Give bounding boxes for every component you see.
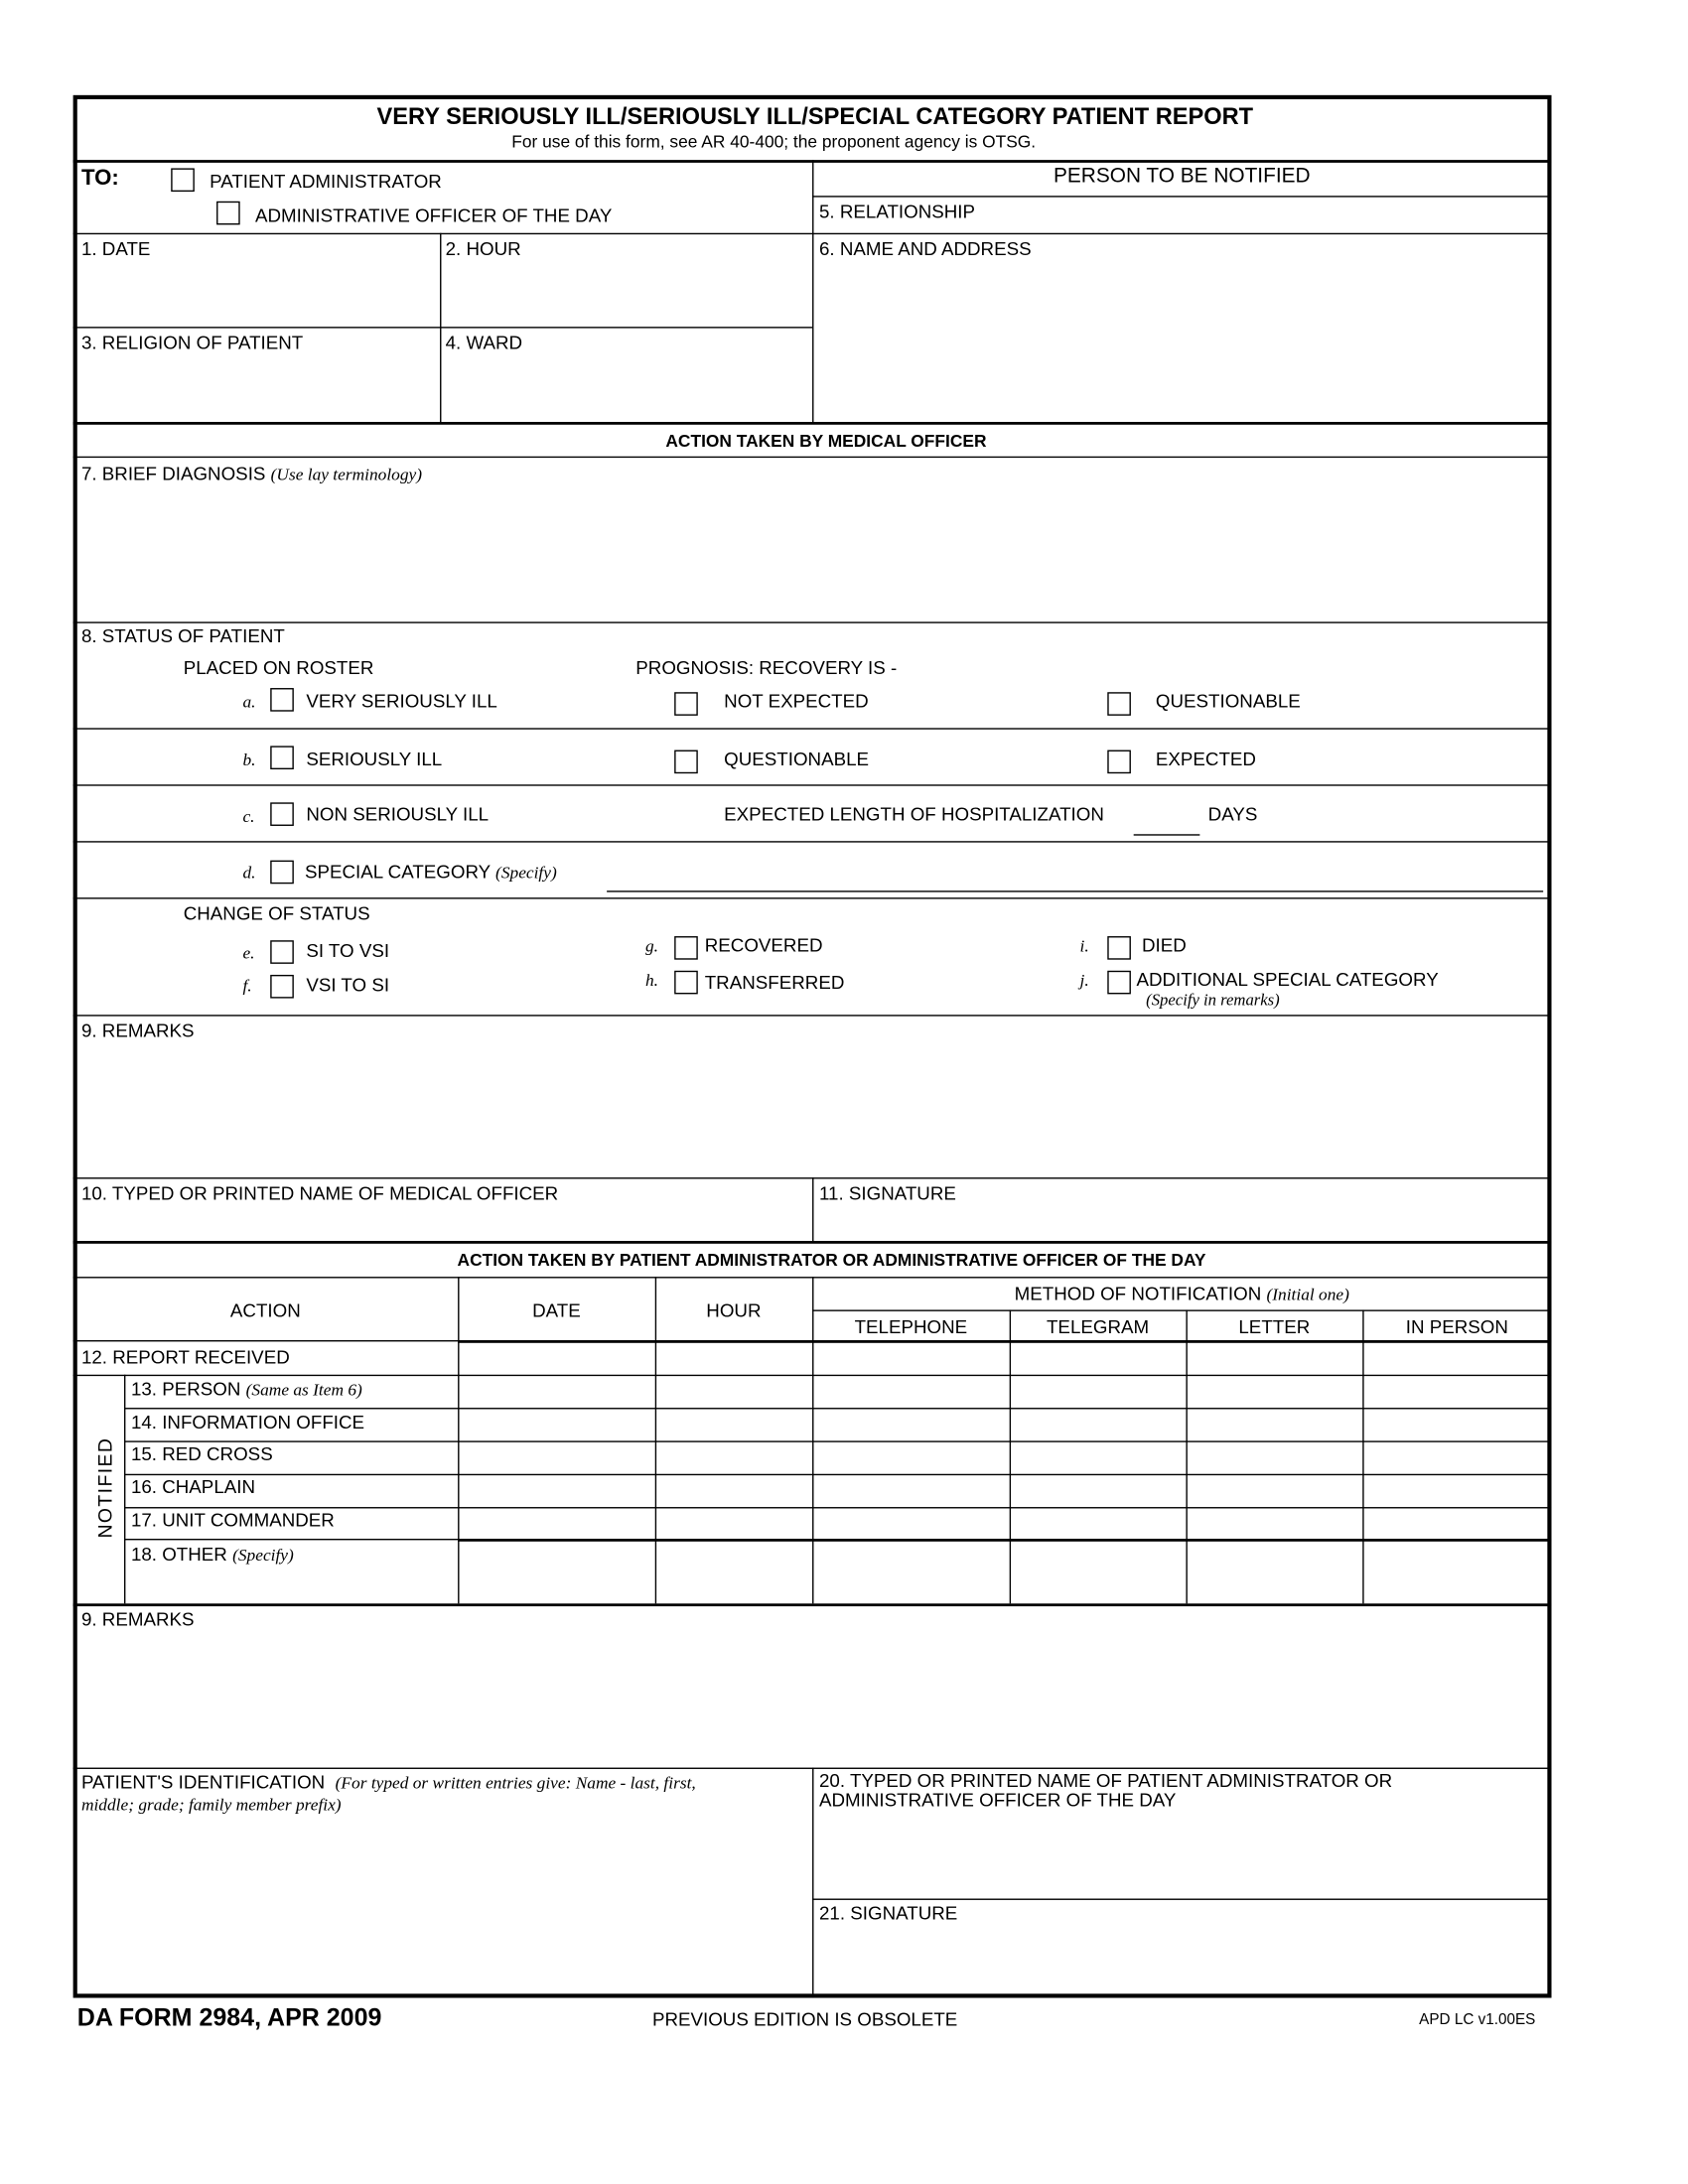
patient-administrator-checkbox[interactable]: [171, 168, 195, 192]
additional-special-category-checkbox[interactable]: [1107, 971, 1131, 995]
change-of-status-label: CHANGE OF STATUS: [183, 902, 370, 924]
religion-field[interactable]: 3. RELIGION OF PATIENT: [80, 332, 304, 353]
telephone-header: TELEPHONE: [854, 1316, 968, 1338]
questionable-label: QUESTIONABLE: [1155, 690, 1301, 712]
item-letter: b.: [242, 750, 256, 770]
table-cell-input[interactable]: [658, 1443, 810, 1471]
table-cell-input[interactable]: [658, 1477, 810, 1505]
brief-diagnosis-label: 7. BRIEF DIAGNOSIS: [80, 463, 266, 484]
row-label: 17. UNIT COMMANDER: [130, 1509, 335, 1531]
f20-line2: ADMINISTRATIVE OFFICER OF THE DAY: [819, 1789, 1177, 1811]
table-cell-input[interactable]: [1365, 1477, 1549, 1505]
table-rule: [812, 1309, 1551, 1310]
divider: [73, 621, 1552, 622]
patient-id-line1: [81, 1772, 696, 1794]
table-cell-input[interactable]: [461, 1477, 652, 1505]
status-label: 8. STATUS OF PATIENT: [80, 625, 285, 647]
table-cell-input[interactable]: [461, 1443, 652, 1471]
table-rule: [73, 1375, 1552, 1376]
method-header-text: METHOD OF NOTIFICATION: [1014, 1284, 1262, 1304]
item-letter: i.: [1079, 936, 1089, 956]
admin-officer-checkbox[interactable]: [216, 202, 240, 225]
ward-field[interactable]: 4. WARD: [445, 332, 523, 353]
brief-diagnosis-note: (Use lay terminology): [270, 465, 423, 484]
date-field[interactable]: 1. DATE: [80, 238, 151, 260]
table-cell-input[interactable]: [1012, 1411, 1183, 1438]
form-number: DA FORM 2984, APR 2009: [76, 2003, 382, 2031]
table-cell-input[interactable]: [1012, 1443, 1183, 1471]
patient-id-label: PATIENT'S IDENTIFICATION: [80, 1771, 326, 1793]
special-category-specify-input[interactable]: [607, 866, 1543, 891]
table-cell-input[interactable]: [461, 1510, 652, 1536]
divider: [812, 1768, 813, 1998]
patient-admin-signature-field[interactable]: 21. SIGNATURE: [819, 1902, 958, 1924]
in-person-header: IN PERSON: [1405, 1316, 1508, 1338]
item-letter: c.: [242, 806, 255, 826]
questionable-checkbox-si[interactable]: [674, 751, 698, 774]
medical-officer-section-heading: ACTION TAKEN BY MEDICAL OFFICER: [665, 431, 987, 452]
table-rule: [73, 1340, 459, 1341]
item-letter: h.: [645, 970, 659, 991]
not-expected-label: NOT EXPECTED: [724, 690, 869, 712]
placed-on-roster-label: PLACED ON ROSTER: [183, 657, 374, 679]
transferred-label: TRANSFERRED: [704, 972, 845, 994]
specify-note: (Specify): [495, 863, 557, 883]
remarks-field[interactable]: 9. REMARKS: [80, 1020, 195, 1041]
transferred-checkbox[interactable]: [674, 971, 698, 995]
admin-section-heading: ACTION TAKEN BY PATIENT ADMINISTRATOR OR ADMINISTRATIVE OFFICER OF THE DAY: [457, 1250, 1206, 1271]
table-cell-input[interactable]: [815, 1542, 1007, 1601]
item-letter: g.: [645, 936, 659, 956]
divider: [73, 1015, 1552, 1016]
divider: [73, 728, 1552, 729]
table-cell-input[interactable]: [815, 1411, 1007, 1438]
item-letter: f.: [242, 976, 252, 996]
item-letter: a.: [242, 692, 256, 712]
table-cell-input[interactable]: [1189, 1542, 1359, 1601]
table-cell-input[interactable]: [1012, 1343, 1183, 1372]
table-cell-input[interactable]: [1012, 1510, 1183, 1536]
table-cell-input[interactable]: [1189, 1477, 1359, 1505]
form-title: VERY SERIOUSLY ILL/SERIOUSLY ILL/SPECIAL CATEGORY PATIENT REPORT: [376, 103, 1254, 130]
table-cell-input[interactable]: [1365, 1443, 1549, 1471]
row-label: [131, 1379, 362, 1401]
remarks-field-2[interactable]: 9. REMARKS: [80, 1608, 195, 1630]
table-cell-input[interactable]: [1012, 1477, 1183, 1505]
name-address-field[interactable]: 6. NAME AND ADDRESS: [819, 238, 1032, 260]
table-cell-input[interactable]: [815, 1378, 1007, 1406]
questionable-checkbox-vsi[interactable]: [1107, 692, 1131, 716]
table-cell-input[interactable]: [1012, 1378, 1183, 1406]
version-label: APD LC v1.00ES: [1419, 2011, 1536, 2029]
table-rule: [458, 1507, 1551, 1508]
medical-officer-signature-field[interactable]: 11. SIGNATURE: [819, 1182, 956, 1204]
divider: [73, 1241, 1552, 1244]
person-to-be-notified-heading: PERSON TO BE NOTIFIED: [1054, 164, 1311, 188]
seriously-ill-checkbox[interactable]: [270, 746, 294, 769]
table-cell-input[interactable]: [461, 1343, 652, 1372]
recovered-checkbox[interactable]: [674, 936, 698, 960]
form-subtitle: For use of this form, see AR 40-400; the proponent agency is OTSG.: [511, 132, 1037, 152]
table-cell-input[interactable]: [815, 1343, 1007, 1372]
divider: [73, 897, 1552, 898]
divider: [812, 1899, 1551, 1900]
table-rule: [1010, 1309, 1011, 1603]
divider: [73, 457, 1552, 458]
si-to-vsi-checkbox[interactable]: [270, 940, 294, 964]
action-header: ACTION: [229, 1299, 301, 1321]
seriously-ill-label: SERIOUSLY ILL: [306, 749, 443, 770]
vsi-to-si-checkbox[interactable]: [270, 975, 294, 999]
table-cell-input[interactable]: [1189, 1343, 1359, 1372]
item-letter: e.: [242, 943, 255, 963]
table-cell-input[interactable]: [461, 1411, 652, 1438]
very-seriously-ill-checkbox[interactable]: [270, 688, 294, 712]
very-seriously-ill-label: VERY SERIOUSLY ILL: [306, 690, 497, 712]
edition-note: PREVIOUS EDITION IS OBSOLETE: [651, 2008, 958, 2030]
row-label: 15. RED CROSS: [130, 1443, 273, 1465]
date-header: DATE: [532, 1299, 581, 1321]
letter-header: LETTER: [1238, 1316, 1311, 1338]
table-cell-input[interactable]: [658, 1542, 810, 1601]
table-cell-input[interactable]: [658, 1510, 810, 1536]
table-cell-input[interactable]: [815, 1510, 1007, 1536]
days-label: DAYS: [1207, 803, 1258, 825]
notified-label: NOTIFIED: [93, 1436, 116, 1539]
table-cell-input[interactable]: [815, 1443, 1007, 1471]
item-letter: j.: [1079, 970, 1089, 991]
special-category-label: [305, 862, 557, 884]
non-seriously-ill-checkbox[interactable]: [270, 802, 294, 826]
divider: [73, 784, 1552, 785]
expected-checkbox[interactable]: [1107, 751, 1131, 774]
row-label-text: 13. PERSON: [130, 1378, 241, 1400]
table-rule: [124, 1474, 1552, 1475]
table-rule: [1186, 1309, 1187, 1603]
questionable-label: QUESTIONABLE: [724, 749, 870, 770]
same-as-item-6-note: (Same as Item 6): [245, 1380, 362, 1400]
table-rule: [124, 1375, 125, 1604]
table-cell-input[interactable]: [658, 1343, 810, 1372]
table-cell-input[interactable]: [1365, 1343, 1549, 1372]
telegram-header: TELEGRAM: [1046, 1316, 1150, 1338]
expected-label: EXPECTED: [1155, 749, 1256, 770]
hour-field[interactable]: 2. HOUR: [445, 238, 521, 260]
table-rule: [124, 1440, 1552, 1441]
prognosis-label: PROGNOSIS: RECOVERY IS -: [635, 657, 898, 679]
item-letter: d.: [242, 863, 256, 883]
table-cell-input[interactable]: [1365, 1510, 1549, 1536]
hospitalization-length-label: EXPECTED LENGTH OF HOSPITALIZATION: [724, 803, 1104, 825]
divider: [73, 841, 1552, 842]
row-label-text: 18. OTHER: [130, 1544, 227, 1566]
table-cell-input[interactable]: [815, 1477, 1007, 1505]
special-category-text: SPECIAL CATEGORY: [304, 862, 491, 883]
divider: [73, 327, 812, 328]
divider: [812, 1177, 813, 1241]
divider: [73, 422, 1552, 425]
patient-administrator-label: PATIENT ADMINISTRATOR: [210, 171, 442, 193]
row-label: 12. REPORT RECEIVED: [80, 1346, 290, 1368]
hospitalization-days-input[interactable]: [1134, 809, 1200, 835]
table-rule: [1362, 1309, 1363, 1603]
row-label: [131, 1545, 294, 1567]
table-rule: [124, 1408, 1552, 1409]
patient-identification-field[interactable]: [81, 1772, 696, 1816]
table-rule: [124, 1539, 458, 1540]
initial-one-note: (Initial one): [1266, 1285, 1349, 1304]
vsi-to-si-label: VSI TO SI: [306, 974, 390, 996]
died-checkbox[interactable]: [1107, 936, 1131, 960]
not-expected-checkbox[interactable]: [674, 692, 698, 716]
patient-id-note-2: middle; grade; family member prefix): [80, 1795, 342, 1815]
admin-officer-label: ADMINISTRATIVE OFFICER OF THE DAY: [254, 205, 613, 226]
medical-officer-name-field[interactable]: 10. TYPED OR PRINTED NAME OF MEDICAL OFFICER: [80, 1182, 559, 1204]
patient-id-note: (For typed or written entries give: Name - last, first,: [335, 1773, 696, 1793]
table-cell-input[interactable]: [461, 1378, 652, 1406]
table-cell-input[interactable]: [1365, 1542, 1549, 1601]
table-cell-input[interactable]: [1365, 1378, 1549, 1406]
row-label: 16. CHAPLAIN: [130, 1476, 256, 1498]
table-cell-input[interactable]: [658, 1411, 810, 1438]
additional-special-category-label: ADDITIONAL SPECIAL CATEGORY: [1136, 969, 1439, 991]
to-label: TO:: [80, 167, 119, 191]
method-header: [812, 1284, 1551, 1305]
table-rule: [73, 1603, 1552, 1606]
table-cell-input[interactable]: [461, 1542, 652, 1601]
si-to-vsi-label: SI TO VSI: [306, 940, 390, 962]
table-cell-input[interactable]: [1189, 1378, 1359, 1406]
row-label: 14. INFORMATION OFFICE: [130, 1412, 365, 1433]
relationship-field[interactable]: 5. RELATIONSHIP: [819, 201, 975, 222]
table-cell-input[interactable]: [658, 1378, 810, 1406]
died-label: DIED: [1142, 934, 1187, 956]
table-rule: [124, 1507, 458, 1508]
hour-header: HOUR: [706, 1299, 762, 1321]
divider: [812, 196, 1551, 197]
f20-line1: 20. TYPED OR PRINTED NAME OF PATIENT ADMINISTRATOR OR: [819, 1770, 1393, 1792]
special-category-checkbox[interactable]: [270, 861, 294, 885]
table-cell-input[interactable]: [1189, 1510, 1359, 1536]
table-cell-input[interactable]: [1365, 1411, 1549, 1438]
non-seriously-ill-label: NON SERIOUSLY ILL: [306, 803, 490, 825]
recovered-label: RECOVERED: [704, 934, 823, 956]
brief-diagnosis-field[interactable]: [81, 464, 422, 485]
table-cell-input[interactable]: [1012, 1542, 1183, 1601]
table-cell-input[interactable]: [1189, 1411, 1359, 1438]
divider: [73, 233, 1552, 234]
patient-admin-name-field[interactable]: [819, 1772, 1392, 1811]
divider: [812, 160, 813, 422]
specify-note: (Specify): [232, 1545, 294, 1566]
specify-in-remarks-note: (Specify in remarks): [1146, 990, 1280, 1010]
table-cell-input[interactable]: [1189, 1443, 1359, 1471]
